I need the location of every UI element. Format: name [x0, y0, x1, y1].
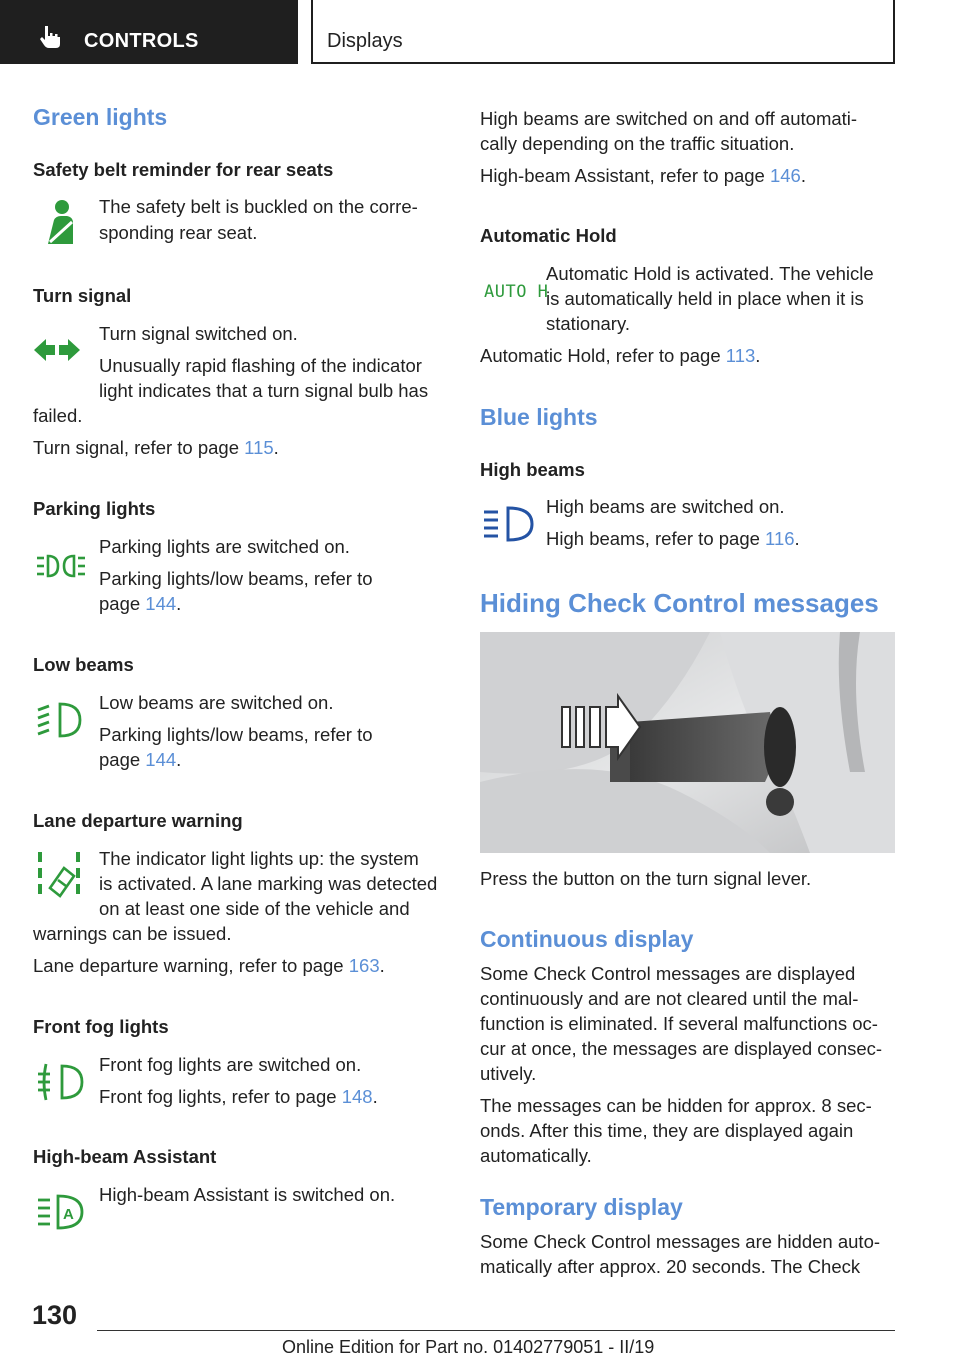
high-beams-icon	[482, 504, 534, 544]
hand-pointer-icon	[38, 24, 64, 50]
lane-page-link[interactable]: 163	[348, 955, 380, 976]
lane-text-4: warnings can be issued.	[33, 923, 232, 944]
tab-displays[interactable]	[311, 0, 895, 64]
blue-lights-heading: Blue lights	[480, 404, 598, 430]
high-beams-title: High beams	[480, 459, 585, 480]
low-page-link[interactable]: 144	[145, 749, 177, 770]
cont-text-4: cur at once, the messages are displayed consec-	[480, 1038, 883, 1059]
cont-text-2: continuously and are not cleared until the mal-	[480, 988, 859, 1009]
page-number: 130	[32, 1300, 78, 1330]
cont-text-8: automatically.	[480, 1145, 592, 1166]
hba-title: High-beam Assistant	[33, 1146, 217, 1167]
svg-text:A: A	[63, 1206, 74, 1223]
temp-text-1: Some Check Control messages are hidden auto-	[480, 1231, 881, 1252]
turn-text-2: Unusually rapid flashing of the indicator	[99, 355, 422, 376]
autohold-page-link[interactable]: 113	[725, 345, 756, 366]
lane-text-2: is activated. A lane marking was detected	[99, 873, 438, 894]
cont-text-5: utively.	[480, 1063, 537, 1084]
lane-ref: Lane departure warning, refer to page 163.	[33, 955, 385, 976]
low-ref: page 144.	[99, 749, 182, 770]
high-beam-assistant-icon	[36, 1192, 86, 1232]
hba-cont-text-2: cally depending on the traffic situation.	[480, 133, 795, 154]
parking-lights-icon	[36, 553, 86, 579]
lane-text-3: on at least one side of the vehicle and	[99, 898, 410, 919]
low-beams-icon	[36, 700, 84, 740]
hiding-check-control-heading: Hiding Check Control messages	[480, 588, 879, 618]
seatbelt-text-1: The safety belt is buckled on the corre-	[99, 196, 418, 217]
low-text-2: Parking lights/low beams, refer to	[99, 724, 373, 745]
high-ref: High beams, refer to page 116.	[546, 528, 800, 549]
tab-controls-label: CONTROLS	[84, 30, 199, 52]
lane-departure-title: Lane departure warning	[33, 810, 243, 831]
green-lights-heading: Green lights	[33, 104, 168, 130]
cont-text-3: function is eliminated. If several malfunctions oc-	[480, 1013, 878, 1034]
lane-departure-icon	[36, 850, 84, 904]
turn-text-1: Turn signal switched on.	[99, 323, 298, 344]
front-fog-lights-icon	[36, 1062, 86, 1102]
press-instruction: Press the button on the turn signal lever.	[480, 868, 812, 889]
continuous-display-heading: Continuous display	[480, 926, 694, 952]
parking-text-1: Parking lights are switched on.	[99, 536, 350, 557]
turn-signal-arrows-icon	[33, 337, 81, 363]
tab-controls[interactable]	[0, 0, 298, 64]
parking-text-2: Parking lights/low beams, refer to	[99, 568, 373, 589]
temporary-display-heading: Temporary display	[480, 1194, 683, 1220]
turn-signal-lever-illustration	[480, 632, 895, 853]
tab-displays-label: Displays	[327, 30, 403, 52]
seatbelt-text-2: sponding rear seat.	[99, 222, 258, 243]
turn-signal-title: Turn signal	[33, 285, 132, 306]
low-text-1: Low beams are switched on.	[99, 692, 334, 713]
seatbelt-title: Safety belt reminder for rear seats	[33, 159, 334, 180]
parking-title: Parking lights	[33, 498, 156, 519]
hba-page-link[interactable]: 146	[769, 165, 801, 186]
low-beams-title: Low beams	[33, 654, 134, 675]
hba-ref: High-beam Assistant, refer to page 146.	[480, 165, 806, 186]
autohold-ref: Automatic Hold, refer to page 113.	[480, 345, 761, 366]
automatic-hold-title: Automatic Hold	[480, 225, 617, 246]
fog-text-1: Front fog lights are switched on.	[99, 1054, 362, 1075]
fog-ref: Front fog lights, refer to page 148.	[99, 1086, 378, 1107]
footer-divider	[97, 1330, 895, 1331]
turn-text-3: light indicates that a turn signal bulb has	[99, 380, 429, 401]
hba-cont-text-1: High beams are switched on and off automati-	[480, 108, 858, 129]
turn-page-link[interactable]: 115	[244, 437, 274, 458]
auto-hold-icon: AUTO H	[484, 282, 549, 302]
cont-text-6: The messages can be hidden for approx. 8 sec-	[480, 1095, 872, 1116]
turn-ref: Turn signal, refer to page 115.	[33, 437, 279, 458]
autohold-text-3: stationary.	[546, 313, 630, 334]
high-page-link[interactable]: 116	[765, 528, 795, 549]
fog-page-link[interactable]: 148	[341, 1086, 373, 1107]
cont-text-1: Some Check Control messages are displayed	[480, 963, 856, 984]
edition-footer: Online Edition for Part no. 01402779051 - II/19	[282, 1337, 655, 1357]
hba-text-1: High-beam Assistant is switched on.	[99, 1184, 396, 1205]
autohold-text-2: is automatically held in place when it is	[546, 288, 864, 309]
high-text-1: High beams are switched on.	[546, 496, 785, 517]
parking-ref: page 144.	[99, 593, 182, 614]
parking-page-link[interactable]: 144	[145, 593, 177, 614]
temp-text-2: matically after approx. 20 seconds. The Check	[480, 1256, 861, 1277]
lane-text-1: The indicator light lights up: the system	[99, 848, 419, 869]
cont-text-7: onds. After this time, they are displayed again	[480, 1120, 854, 1141]
autohold-text-1: Automatic Hold is activated. The vehicle	[546, 263, 874, 284]
front-fog-title: Front fog lights	[33, 1016, 169, 1037]
turn-text-4: failed.	[33, 405, 83, 426]
page-header	[0, 0, 960, 66]
seatbelt-icon	[40, 198, 80, 248]
